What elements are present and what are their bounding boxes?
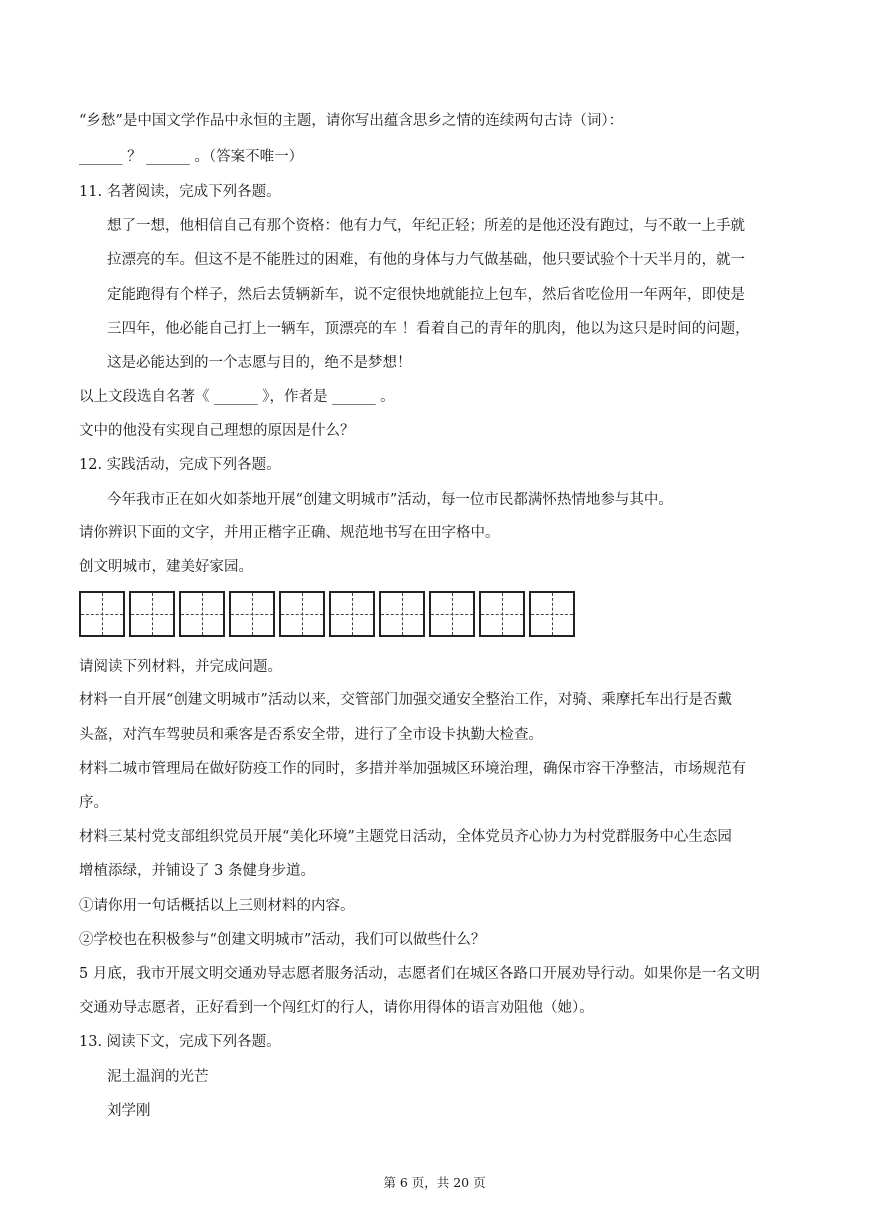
tianzige-cell[interactable] [129, 591, 175, 637]
text-line: 5 月底，我市开展文明交通劝导志愿者服务活动，志愿者们在城区各路口开展劝导行动。如果你是一名文明 [79, 966, 760, 982]
article-title: 泥土温润的光芒 [107, 1069, 209, 1085]
text-line: 今年我市正在如火如荼地开展“创建文明城市”活动，每一位市民都满怀热情地参与其中。 [107, 492, 673, 508]
question-heading: 13. 阅读下文，完成下列各题。 [79, 1034, 281, 1050]
tianzige-cell[interactable] [529, 591, 575, 637]
text-line: 请阅读下列材料，并完成问题。 [79, 659, 282, 675]
text-line: ②学校也在积极参与“创建文明城市”活动，我们可以做些什么？ [79, 932, 486, 948]
question-heading: 12. 实践活动，完成下列各题。 [79, 457, 281, 473]
question-heading: 11. 名著阅读，完成下列各题。 [79, 184, 281, 200]
tianzige-cell[interactable] [379, 591, 425, 637]
text-line: 以上文段选自名著《 ______ 》，作者是 ______ 。 [79, 389, 395, 405]
tianzige-cell[interactable] [179, 591, 225, 637]
text-line: “乡愁”是中国文学作品中永恒的主题，请你写出蕴含思乡之情的连续两句古诗（词）： [79, 113, 624, 129]
text-line: 三四年，他必能自己打上一辆车，顶漂亮的车 ！看着自己的青年的肌肉，他以为这只是时间的问题， [107, 321, 750, 337]
text-line: 头盔，对汽车驾驶员和乘客是否系安全带，进行了全市设卡执勤大检查。 [79, 727, 543, 743]
text-line: ①请你用一句话概括以上三则材料的内容。 [79, 898, 355, 914]
text-line: 序。 [79, 795, 108, 811]
tianzige-cell[interactable] [479, 591, 525, 637]
text-line: 文中的他没有实现自己理想的原因是什么？ [79, 423, 355, 439]
article-author: 刘学刚 [107, 1103, 151, 1119]
page-footer: 第 6 页，共 20 页 [383, 1175, 486, 1190]
tianzige-grid [79, 591, 575, 637]
tianzige-cell[interactable] [79, 591, 125, 637]
text-line: 创文明城市，建美好家园。 [79, 559, 253, 575]
tianzige-cell[interactable] [279, 591, 325, 637]
text-line: 材料三某村党支部组织党员开展“美化环境”主题党日活动，全体党员齐心协力为村党群服务中心生态园 [79, 829, 732, 845]
text-line: 想了一想，他相信自己有那个资格：他有力气，年纪正轻；所差的是他还没有跑过，与不敢一上手就 [107, 218, 745, 234]
tianzige-cell[interactable] [429, 591, 475, 637]
text-line: 拉漂亮的车。但这不是不能胜过的困难，有他的身体与力气做基础，他只要试验个十天半月的，就一 [107, 252, 745, 268]
text-line: 定能跑得有个样子，然后去赁辆新车，说不定很快地就能拉上包车，然后省吃俭用一年两年，即使是 [107, 287, 745, 303]
tianzige-cell[interactable] [329, 591, 375, 637]
tianzige-cell[interactable] [229, 591, 275, 637]
text-line: 增植添绿，并铺设了 3 条健身步道。 [79, 863, 315, 879]
text-line: ______ ？ ______ 。（答案不唯一） [79, 149, 304, 165]
text-line: 交通劝导志愿者，正好看到一个闯红灯的行人，请你用得体的语言劝阻他（她）。 [79, 1000, 594, 1016]
text-line: 请你辨识下面的文字，并用正楷字正确、规范地书写在田字格中。 [79, 525, 500, 541]
text-line: 材料二城市管理局在做好防疫工作的同时，多措并举加强城区环境治理，确保市容干净整洁，市场规范有 [79, 761, 746, 777]
text-line: 这是必能达到的一个志愿与目的，绝不是梦想！ [107, 355, 412, 371]
text-line: 材料一自开展“创建文明城市”活动以来，交管部门加强交通安全整治工作，对骑、乘摩托车出行是否戴 [79, 692, 732, 708]
